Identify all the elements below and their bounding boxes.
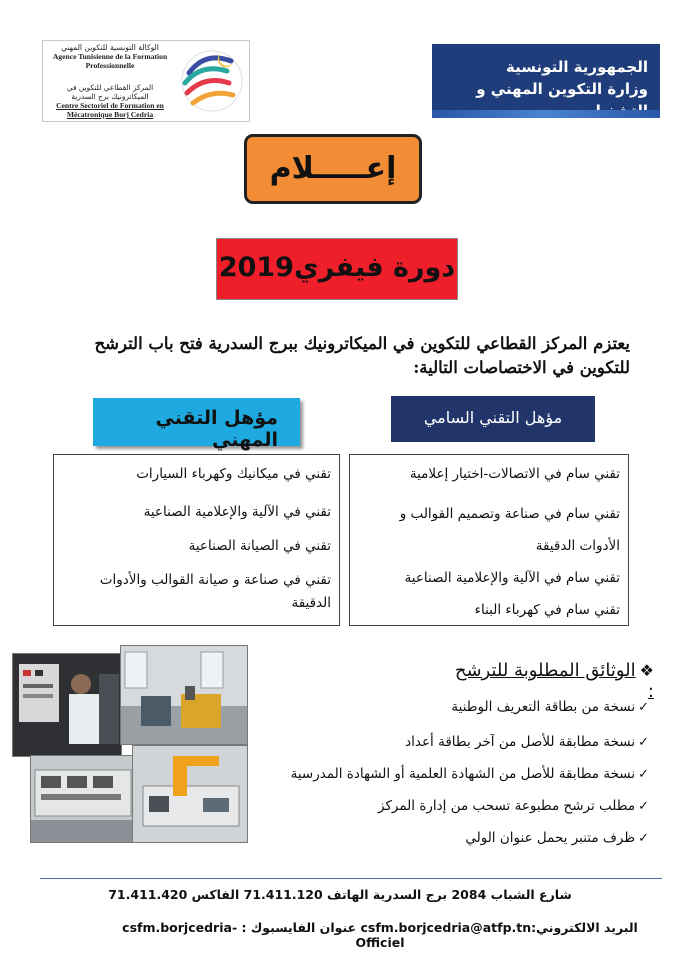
document-item-text: نسخة مطابقة للأصل من آخر بطاقة أعداد — [405, 734, 636, 750]
agency-name — [47, 43, 173, 70]
documents-heading-text: الوثائق المطلوبة للترشح : — [454, 660, 654, 702]
ministry-label: وزارة التكوين المهني و — [476, 80, 648, 98]
intro-paragraph: يعتزم المركز القطاعي للتكوين في الميكاترونيك ببرج السدرية فتح باب الترشح للتكوين في الاختصاصات التالية: — [94, 334, 630, 377]
announcement-box — [244, 134, 422, 204]
agency-name-fr: Agence Tunisienne de la Formation Professionnelle — [52, 52, 168, 70]
checkmark-icon: ✓ — [638, 735, 649, 750]
list-item: تقني في ميكانيك وكهرباء السيارات — [136, 466, 331, 482]
list-item: تقني سام في الآلية والإعلامية الصناعية — [404, 570, 620, 586]
list-item: تقني في الصيانة الصناعية — [188, 538, 331, 554]
document-item — [465, 828, 649, 849]
document-item-text: نسخة من بطاقة التعريف الوطنية — [451, 699, 636, 715]
workshop-photo-collage — [12, 645, 248, 843]
ministry-banner — [432, 44, 660, 118]
vocational-track-title: مؤهل التقني المهني — [155, 407, 278, 451]
list-item: تقني سام في صناعة وتصميم القوالب و — [399, 506, 620, 522]
center-name-fr: Centre Sectoriel de Formation en Mécatronique Borj Cedria — [56, 101, 164, 119]
documents-heading — [444, 660, 654, 702]
center-name-ar: المركز القطاعي للتكوين في الميكاترونيك برج السدرية — [66, 83, 154, 101]
list-item: تقني في الآلية والإعلامية الصناعية — [143, 504, 331, 520]
checkmark-icon: ✓ — [638, 767, 649, 782]
document-item — [405, 732, 649, 753]
list-item: تقني سام في كهرباء البناء — [474, 602, 620, 618]
center-logo-block — [42, 40, 250, 122]
center-name — [47, 83, 173, 119]
vocational-specialties-list — [53, 454, 340, 626]
document-item — [378, 796, 649, 817]
document-item — [451, 697, 649, 718]
document-item — [291, 764, 649, 785]
document-item-text: ظرف متنبر يحمل عنوان الولي — [465, 830, 636, 846]
footer-address: شارع الشباب 2084 برج السدرية الهاتف 71.411.120 الفاكس 71.411.420 — [108, 887, 572, 902]
list-item: تقني في صناعة و صيانة القوالب والأدوات الدقيقة — [99, 572, 331, 611]
lab-photo-2 — [120, 645, 248, 745]
session-box — [216, 238, 458, 300]
diamond-bullet-icon: ❖ — [639, 661, 654, 680]
announcement-title: إعـــــلام — [269, 151, 397, 186]
checkmark-icon: ✓ — [638, 831, 649, 846]
lab-photo-3 — [30, 755, 134, 843]
senior-track-header — [391, 396, 595, 442]
republic-label: الجمهورية التونسية — [506, 58, 648, 76]
footer-divider — [40, 878, 662, 879]
list-item: تقني سام في الاتصالات-اختيار إعلامية — [409, 466, 620, 482]
senior-specialties-list — [349, 454, 629, 626]
lab-photo-4 — [132, 745, 248, 843]
center-logo-icon — [175, 43, 249, 119]
footer-contact: البريد الالكتروني:csfm.borjcedria@atfp.tn عنوان الفايسبوك : csfm.borjcedria-Officiel — [122, 920, 638, 950]
document-item-text: نسخة مطابقة للأصل من الشهادة العلمية أو الشهادة المدرسية — [290, 766, 636, 782]
session-title: دورة فيفري2019 — [218, 252, 456, 283]
checkmark-icon: ✓ — [638, 799, 649, 814]
vocational-track-header — [93, 398, 300, 451]
agency-name-ar: الوكالة التونسية للتكوين المهني — [61, 43, 159, 52]
checkmark-icon: ✓ — [638, 700, 649, 715]
list-item: الأدوات الدقيقة — [535, 538, 620, 554]
ministry-stripe — [432, 110, 660, 118]
lab-photo-1 — [12, 653, 122, 757]
senior-track-title: مؤهل التقني السامي — [423, 408, 563, 427]
document-item-text: مطلب ترشح مطبوعة تسحب من إدارة المركز — [378, 798, 636, 814]
